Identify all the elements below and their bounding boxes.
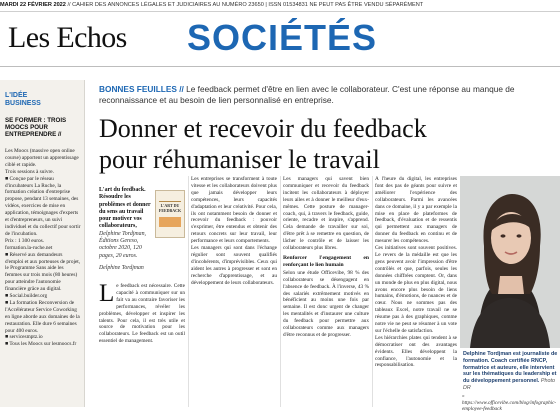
issue-date: MARDI 22 FÉVRIER 2022	[0, 2, 66, 8]
article-headline	[99, 113, 559, 175]
column-paragraph: Ces initiatives sont souvent positives. Le revers de la médaille est que les gens peuvent avoir l'impression d'être contrôlés et que, parfois, seules les données chiffrées comptent. Or, dans un monde de plus en plus digital, nous avons encore plus besoin de liens humains, d'émotions, de nuances et de cœur. Nous ne sommes pas des tableaux Excel, notre travail ne se résume pas à des graphiques, comme notre vie ne peut se résumer à un vote sur l'échelle de satisfaction.	[375, 245, 457, 334]
column-divider	[188, 176, 189, 407]
headline-line-1: Donner et recevoir du feedback	[99, 114, 427, 143]
column-paragraph: Selon une étude Officevibe, 98 % des collaborateurs se désengagent en l'absence de feedback. À l'inverse, 43 % des salariés extrêmement motivés en bénéficient au moins une fois par semaine. Il est donc urgent de changer les mentalités et d'instaurer une culture du feedback pour permettre aux collaborateurs comme aux managers d'être reconnus et de progresser.	[283, 269, 369, 338]
sidebar-link: formation.la-ruche.net	[5, 244, 53, 251]
sidebar-paragraph: ■ La formation Reconversion de l'Accélérateur Service Coworking en ligne aborde aux domaines de la restauration. Elle dure 6 semaines pour 400 euros.	[5, 299, 80, 334]
sidebar-link: ■ servicesmptz.io	[5, 334, 43, 341]
column-paragraph: Les hiérarchies plates qui tendent à se démocratiser ont des avantages évidents. Elles développent la confiance, l'autonomie et la responsabilisation.	[375, 334, 457, 369]
book-cover-title: L'ART DU FEEDBACK	[158, 203, 182, 213]
newspaper-logo: Les Echos	[8, 21, 127, 54]
sidebar-link: ■ Tous les Moocs sur lesmoocs.fr	[5, 341, 77, 348]
article-column-2	[191, 176, 277, 407]
sidebar-headline: SE FORMER : TROIS MOOCS POUR ENTREPRENDRE //	[5, 117, 67, 139]
portrait-illustration	[460, 176, 560, 348]
sidebar-kicker: L'IDÉE	[5, 92, 28, 99]
header-strip	[0, 0, 560, 12]
article-column-4	[375, 176, 457, 407]
book-cover-image	[155, 190, 185, 238]
photo-caption-text: Delphine Tordjman est journaliste de formation. Coach certifiée RNCP, formatrice et auteure, elle intervient sur les thématiques du leadership et du développement personnel.	[463, 351, 558, 385]
article-standfirst	[99, 84, 557, 105]
sidebar-kicker-business: BUSINESS	[5, 100, 41, 107]
column-paragraph: À l'heure du digital, les entreprises font des pas de géants pour suivre et améliorer l'expérience des collaborateurs. Parmi les avancées dans ce domaine, il y a par exemple la mise en place de plateformes de feedback, d'évaluation et de ressentis qui permettent aux managers de donner du feedback en continu et de mesurer les compétences.	[375, 176, 457, 245]
article-column-1	[99, 283, 185, 407]
headline-line-2: pour réhumaniser le travail	[99, 145, 380, 174]
sidebar-paragraph: ■ Réservé aux demandeurs d'emploi et aux porteuses de projet, le Programme Sans aide les femmes sur trois mois (80 heures) pour atteindre l'autonomie financière grâce au digital.	[5, 251, 81, 293]
section-title: SOCIÉTÉS	[187, 17, 378, 58]
author-portrait-photo	[460, 176, 560, 348]
column-divider	[372, 176, 373, 407]
column-paragraph: Les entreprises se transforment à toute vitesse et les collaborateurs doivent plus que jamais développer leurs compétences, leurs capacités d'adaptation et leur créativité. Pour cela, ils ont notamment besoin de donner et recevoir du feedback : pouvoir s'exprimer, être entendus et obtenir des retours concrets sur leur travail, leur performance et leurs comportements.	[191, 176, 277, 245]
sidebar-paragraph: Prix : 1 300 euros.	[5, 237, 44, 244]
book-title: L'art du feedback. Résoudre les problèmes et donner du sens au travail pour motiver vos collaborateurs,	[99, 187, 151, 230]
sidebar-paragraph: Les Moocs (massive open online course) apportent un apprentissage ciblé et rapide.	[5, 148, 79, 168]
sidebar-link: ■ Social.builder.org	[5, 293, 48, 300]
book-author: Delphine Tordjman,	[99, 230, 147, 237]
rubric-label: BONNES FEUILLES //	[99, 84, 184, 94]
photo-credit: Photo DR	[463, 378, 555, 391]
standfirst-text: Le feedback permet d'être en lien avec le collaborateur. C'est une réponse au manque de reconnaissance et au besoin de lien personnalisé en entreprise.	[99, 84, 515, 105]
book-publisher: Éditions Gereso, octobre 2020, 120 pages, 20 euros.	[99, 238, 142, 259]
column-text: e feedback est nécessaire. Cette capacité à communiquer sur un fait va au contraire favoriser les performances, révéler les problèmes, développer et inspirer les talents. Pour cela, il est très utile et source de motivation pour les collaborateurs. Le feedback est un outil essentiel de management.	[99, 283, 185, 345]
article-subhead: Renforcer l'engagement en renforçant le lien humain	[283, 254, 369, 268]
column-paragraph: Les managers qui savent bien communiquer et recevoir du feedback incitent les collaborateurs à déployer leurs ailes et à donner le meilleur d'eux-mêmes. Cette posture de manager-coach, qui, à travers le feedback, guide, oriente, recadre et inspire, s'apprend. Cela demande de travailler sur soi, d'être prêt à se remettre en question, de lâcher le contrôle et de laisser les collaborateurs plus libres.	[283, 176, 369, 252]
column-paragraph: Les managers qui sont dans l'échange régulier sont souvent qualifiés d'incohérents, d'imprévisibles. Ceux qui aident les autres à progresser et sont en recherche d'apprentissage, et au développement de leurs collaborateurs.	[191, 245, 277, 286]
column-divider	[280, 176, 281, 407]
sidebar-paragraph: ■ Conçue par le réseau d'incubateurs La Ruche, la formation création d'entreprise propose, pendant 13 semaines, des vidéos, exercices de mise en application, témoignages d'experts et d'entrepreneurs, un suivi individuel et du collectif pour sortir de l'incubation.	[5, 175, 81, 237]
book-info	[99, 187, 153, 260]
drop-cap: L	[99, 283, 115, 307]
article-column-3	[283, 176, 369, 407]
masthead-divider	[0, 66, 560, 67]
photo-caption	[463, 351, 559, 392]
sidebar-body	[5, 148, 81, 400]
byline: Delphine Tordjman	[99, 265, 144, 271]
source-link[interactable]: » https://www.officevibe.com/blog/infographic-employee-feedback	[462, 393, 557, 412]
sidebar-paragraph: Trois sessions à suivre.	[5, 168, 54, 175]
legal-notice: // CAHIER DES ANNONCES LÉGALES ET JUDICIAIRES AU NUMÉRO 23650 | ISSN 01534831 NE PEUT PAS ÊTRE VENDU SÉPARÉMENT	[67, 2, 424, 8]
